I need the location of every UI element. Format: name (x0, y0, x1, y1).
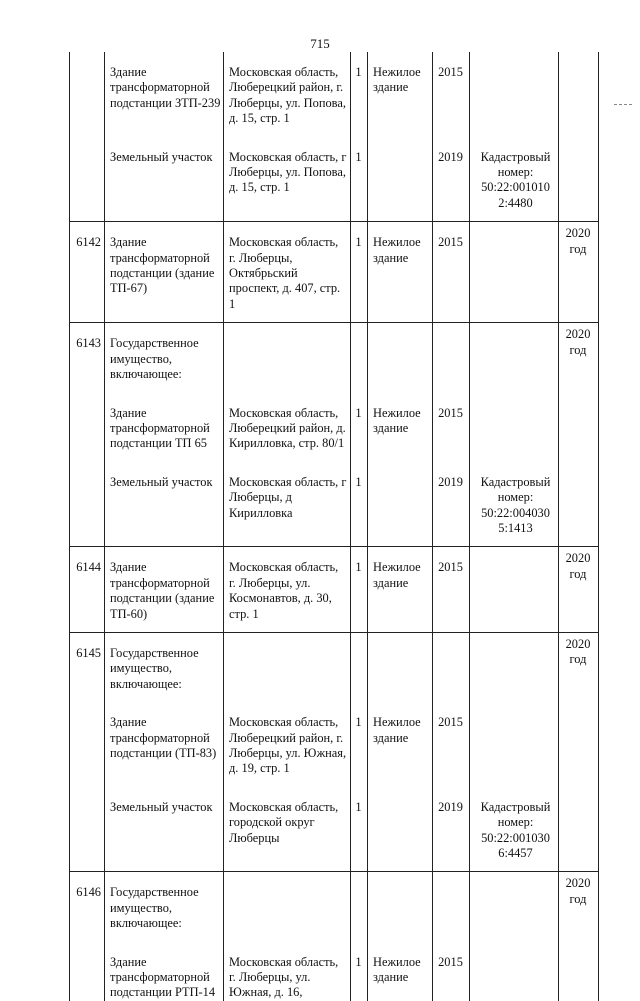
item-number: 6144 (70, 547, 105, 633)
item-name: Государственное имущество, включающее: (105, 872, 224, 942)
item-number: 6145 (70, 632, 105, 702)
item-cadastral (470, 632, 559, 702)
item-name: Государственное имущество, включающее: (105, 323, 224, 393)
item-address: Московская область, Люберецкий район, д. Кирилловка, стр. 80/1 (224, 393, 351, 462)
table-row (70, 393, 599, 462)
table-row (70, 222, 599, 323)
item-quantity: 1 (351, 942, 368, 1001)
item-cadastral (470, 323, 559, 393)
table-row (70, 52, 599, 137)
item-type: Нежилое здание (368, 52, 433, 137)
item-cadastral (470, 547, 559, 633)
item-number (70, 393, 105, 462)
item-quantity: 1 (351, 137, 368, 222)
item-cadastral (470, 52, 559, 137)
item-year (433, 632, 470, 702)
property-registry-table (69, 52, 599, 1001)
item-name: Здание трансформаторной подстанции ТП 65 (105, 393, 224, 462)
item-number (70, 52, 105, 137)
item-cadastral: Кадастровый номер: 50:22:004030 5:1413 (470, 462, 559, 547)
item-number (70, 702, 105, 787)
item-name: Земельный участок (105, 137, 224, 222)
item-type: Нежилое здание (368, 702, 433, 787)
item-name: Здание трансформаторной подстанции РТП-14 (105, 942, 224, 1001)
item-quantity (351, 872, 368, 942)
item-address: Московская область, г Люберцы, ул. Попова, д. 15, стр. 1 (224, 137, 351, 222)
page-number: 715 (310, 36, 330, 51)
item-address: Московская область, г. Люберцы, ул. Южная, д. 16, (224, 942, 351, 1001)
item-year (433, 323, 470, 393)
table-row (70, 702, 599, 787)
item-year: 2019 (433, 787, 470, 872)
item-type (368, 323, 433, 393)
item-address: Московская область, г Люберцы, д Кирилловка (224, 462, 351, 547)
item-year: 2015 (433, 222, 470, 323)
table-row (70, 323, 599, 393)
table-row (70, 787, 599, 872)
item-date (559, 52, 599, 137)
item-year: 2015 (433, 393, 470, 462)
table-row (70, 942, 599, 1001)
item-address: Московская область, городской округ Люберцы (224, 787, 351, 872)
item-type: Нежилое здание (368, 393, 433, 462)
item-year: 2019 (433, 137, 470, 222)
table-row (70, 137, 599, 222)
item-year (433, 872, 470, 942)
item-quantity (351, 323, 368, 393)
item-name: Государственное имущество, включающее: (105, 632, 224, 702)
item-quantity: 1 (351, 462, 368, 547)
item-quantity: 1 (351, 547, 368, 633)
item-type (368, 462, 433, 547)
item-year: 2019 (433, 462, 470, 547)
item-type (368, 137, 433, 222)
item-number: 6143 (70, 323, 105, 393)
item-quantity: 1 (351, 393, 368, 462)
item-address: Московская область, г. Люберцы, ул. Космонавтов, д. 30, стр. 1 (224, 547, 351, 633)
item-date (559, 787, 599, 872)
item-address: Московская область, г. Люберцы, Октябрьский проспект, д. 407, стр. 1 (224, 222, 351, 323)
item-date: 2020 год (559, 222, 599, 323)
item-year: 2015 (433, 942, 470, 1001)
item-number: 6146 (70, 872, 105, 942)
item-type (368, 787, 433, 872)
item-name: Здание трансформаторной подстанции (здание ТП-67) (105, 222, 224, 323)
item-quantity: 1 (351, 222, 368, 323)
item-type: Нежилое здание (368, 547, 433, 633)
item-number: 6142 (70, 222, 105, 323)
item-date (559, 393, 599, 462)
registry-body (70, 52, 599, 1001)
item-quantity: 1 (351, 787, 368, 872)
item-quantity: 1 (351, 52, 368, 137)
item-date: 2020 год (559, 872, 599, 942)
item-quantity (351, 632, 368, 702)
item-address: Московская область, Люберецкий район, г. Люберцы, ул. Южная, д. 19, стр. 1 (224, 702, 351, 787)
item-date: 2020 год (559, 547, 599, 633)
table-row (70, 872, 599, 942)
item-name: Земельный участок (105, 787, 224, 872)
item-name: Здание трансформаторной подстанции (ТП-83) (105, 702, 224, 787)
item-type: Нежилое здание (368, 222, 433, 323)
table-row (70, 547, 599, 633)
item-number (70, 787, 105, 872)
item-date (559, 942, 599, 1001)
item-number (70, 942, 105, 1001)
item-cadastral: Кадастровый номер: 50:22:001030 6:4457 (470, 787, 559, 872)
item-cadastral (470, 393, 559, 462)
item-quantity: 1 (351, 702, 368, 787)
margin-mark (614, 104, 632, 105)
item-cadastral: Кадастровый номер: 50:22:001010 2:4480 (470, 137, 559, 222)
item-address (224, 323, 351, 393)
item-date (559, 462, 599, 547)
item-name: Здание трансформаторной подстанции (здание ТП-60) (105, 547, 224, 633)
item-name: Земельный участок (105, 462, 224, 547)
item-year: 2015 (433, 702, 470, 787)
item-address (224, 632, 351, 702)
item-date: 2020 год (559, 323, 599, 393)
item-type (368, 632, 433, 702)
item-number (70, 462, 105, 547)
item-year: 2015 (433, 547, 470, 633)
item-cadastral (470, 222, 559, 323)
item-type: Нежилое здание (368, 942, 433, 1001)
item-cadastral (470, 702, 559, 787)
table-row (70, 632, 599, 702)
item-number (70, 137, 105, 222)
table-row (70, 462, 599, 547)
item-year: 2015 (433, 52, 470, 137)
item-name: Здание трансформаторной подстанции ЗТП-239 (105, 52, 224, 137)
item-cadastral (470, 872, 559, 942)
item-address (224, 872, 351, 942)
item-type (368, 872, 433, 942)
item-date: 2020 год (559, 632, 599, 702)
item-date (559, 702, 599, 787)
item-cadastral (470, 942, 559, 1001)
item-date (559, 137, 599, 222)
item-address: Московская область, Люберецкий район, г. Люберцы, ул. Попова, д. 15, стр. 1 (224, 52, 351, 137)
